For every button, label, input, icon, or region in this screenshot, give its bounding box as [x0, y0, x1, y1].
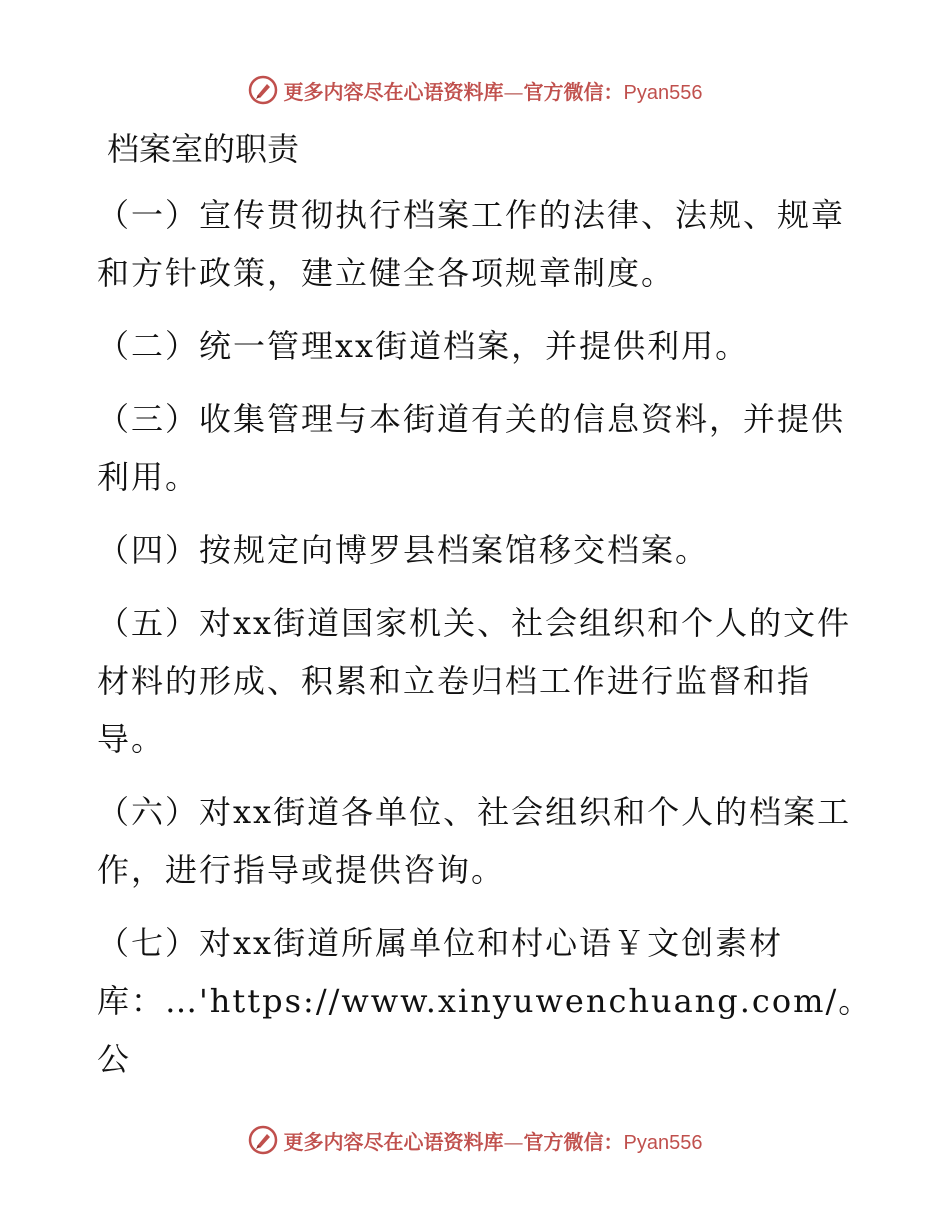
- paragraph-2: （二）统一管理xx街道档案，并提供利用。: [97, 327, 750, 365]
- document-body: [97, 120, 873, 1103]
- paragraph-5: （五）对xx街道国家机关、社会组织和个人的文件材料的形成、积累和立卷归档工作进行监督和指导。: [97, 604, 852, 758]
- pen-logo-icon: [248, 75, 278, 105]
- paragraph-6: （六）对xx街道各单位、社会组织和个人的档案工作，进行指导或提供咨询。: [97, 793, 852, 889]
- pen-logo-icon: [248, 1125, 278, 1155]
- banner-account: Pyan556: [623, 1131, 703, 1154]
- document-title: 档案室的职责: [107, 130, 300, 168]
- banner-main-text: 更多内容尽在心语资料库: [283, 79, 504, 104]
- header-watermark-banner: [0, 70, 950, 110]
- banner-label: 官方微信：: [523, 1129, 624, 1154]
- banner-account: Pyan556: [623, 81, 703, 104]
- banner-dash: —: [503, 79, 524, 104]
- paragraph-7: （七）对xx街道所属单位和村心语￥文创素材库：…'https://www.xinyuwenchuang.com/。公: [97, 924, 873, 1078]
- paragraph-3: （三）收集管理与本街道有关的信息资料，并提供利用。: [97, 400, 846, 496]
- banner-text: [284, 1126, 703, 1155]
- paragraph-4: （四）按规定向博罗县档案馆移交档案。: [97, 531, 710, 569]
- banner-label: 官方微信：: [523, 79, 624, 104]
- banner-text: [284, 76, 703, 105]
- banner-main-text: 更多内容尽在心语资料库: [283, 1129, 504, 1154]
- paragraph-1: （一）宣传贯彻执行档案工作的法律、法规、规章和方针政策，建立健全各项规章制度。: [97, 196, 846, 292]
- banner-dash: —: [503, 1129, 524, 1154]
- footer-watermark-banner: [0, 1120, 950, 1160]
